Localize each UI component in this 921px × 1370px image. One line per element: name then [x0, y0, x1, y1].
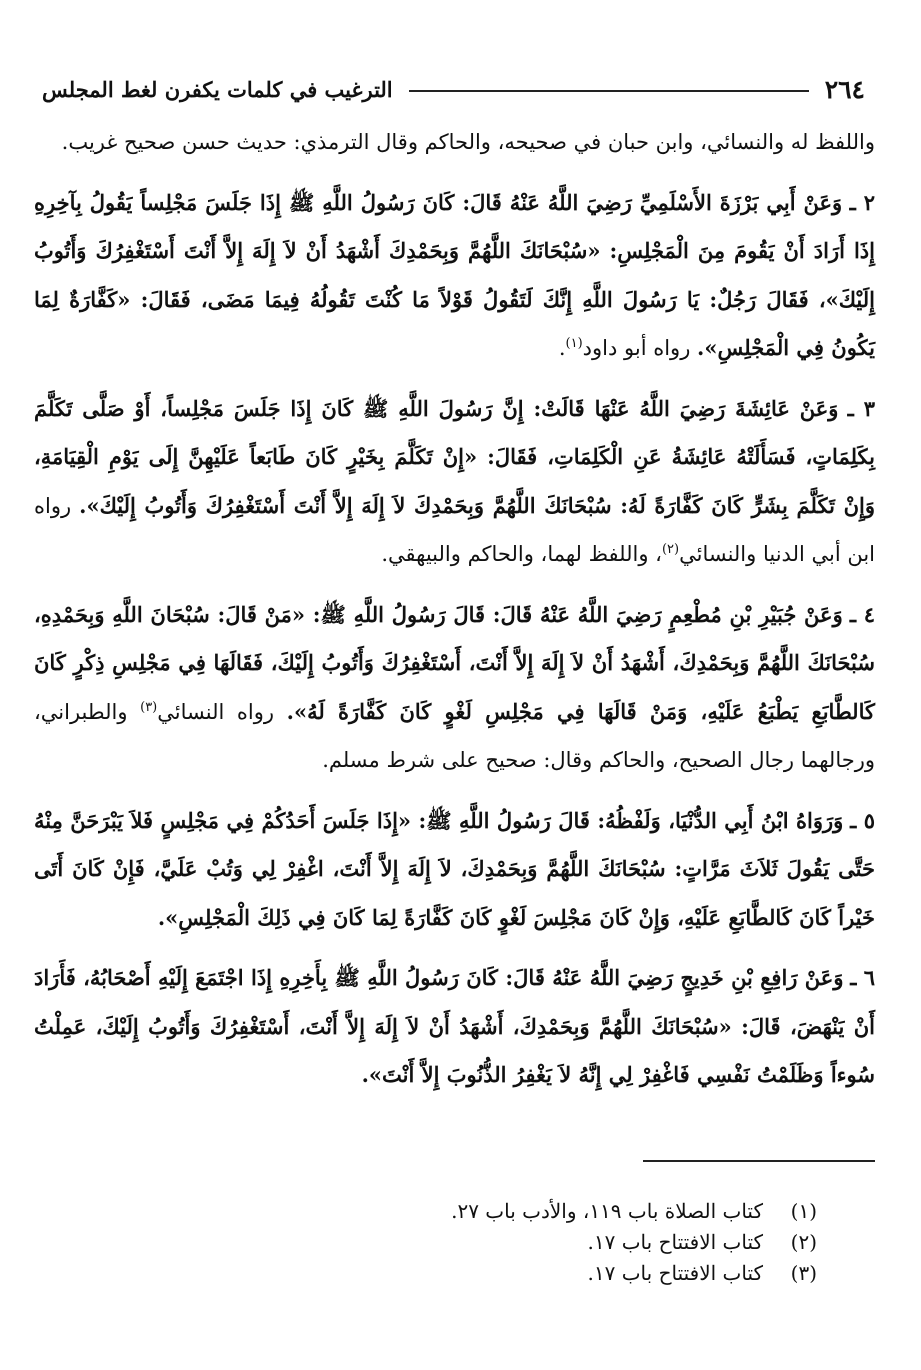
- hadith-6-number: ٦ ـ: [850, 965, 875, 990]
- hadith-3: [34, 385, 875, 579]
- footnote-1: [60, 1196, 817, 1227]
- footnote-text: كتاب الافتتاح باب ١٧.: [587, 1230, 763, 1254]
- hadith-2: [34, 179, 875, 373]
- hadith-3-source: رواه ابن أبي الدنيا والنسائي: [34, 493, 875, 566]
- hadith-4-number: ٤ ـ: [849, 601, 875, 627]
- hadith-6: [34, 954, 875, 1100]
- footnote-2: [60, 1227, 817, 1258]
- hadith-4-text: وَعَنْ جُبَيْرِ بْنِ مُطْعِمٍ رَضِيَ اللَّهُ عَنْهُ قَالَ: قَالَ رَسُولُ اللَّهِ ﷺ: «مَنْ قَالَ: سُبْحَانَ اللَّهِ وَبِحَمْدِهِ، سُبْحَانَكَ اللَّهُمَّ وَبِحَمْدِكَ، أَشْهَدُ أَنْ لاَ إِلَهَ إِلاَّ أَنْتَ، أَسْتَغْفِرُكَ وَأَتُوبُ إِلَيْكَ، فَقَالَهَا فِي مَجْلِسِ ذِكْرٍ كَانَ كَالطَّابَعِ يَطْبَعُ عَلَيْهِ، وَمَنْ قَالَهَا فِي مَجْلِسِ لَغْوٍ كَانَ كَفَّارَةً لَهُ».: [34, 601, 875, 724]
- paragraph-1-text: واللفظ له والنسائي، وابن حبان في صحيحه، والحاكم وقال الترمذي: حديث حسن صحيح غريب.: [61, 130, 875, 154]
- hadith-4-source: رواه النسائي: [157, 699, 275, 724]
- header-title: الترغيب في كلمات يكفرن لغط المجلس: [42, 76, 393, 102]
- hadith-5-text: وَرَوَاهُ ابْنُ أَبِي الدُّنْيَا، وَلَفْظُهُ: قَالَ رَسُولُ اللَّهِ ﷺ: «إِذَا جَلَسَ أَحَدُكُمْ فِي مَجْلِسٍ فَلاَ يَبْرَحَنَّ مِنْهُ حَتَّى يَقُولَ ثَلاَثَ مَرَّاتٍ: سُبْحَانَكَ اللَّهُمَّ وَبِحَمْدِكَ، لاَ إِلَهَ إِلاَّ أَنْتَ، اغْفِرْ لِي وَتُبْ عَلَيَّ، فَإِنْ كَانَ أَتَى خَيْراً كَانَ كَالطَّابَعِ عَلَيْهِ، وَإِنْ كَانَ مَجْلِسَ لَغْوٍ كَانَ كَفَّارَةً لِمَا كَانَ فِي ذَلِكَ الْمَجْلِسِ».: [34, 807, 875, 930]
- hadith-6-text: وَعَنْ رَافِعِ بْنِ خَدِيجٍ رَضِيَ اللَّهُ عَنْهُ قَالَ: كَانَ رَسُولُ اللَّهِ ﷺ بِأَخِرِهِ إِذَا اجْتَمَعَ إِلَيْهِ أَصْحَابُهُ، فَأَرَادَ أَنْ يَنْهَضَ، قَالَ: «سُبْحَانَكَ اللَّهُمَّ وَبِحَمْدِكَ، أَشْهَدُ أَنْ لاَ إِلَهَ إِلاَّ أَنْتَ، أَسْتَغْفِرُكَ وَأَتُوبُ إِلَيْكَ، عَمِلْتُ سُوءاً وَظَلَمْتُ نَفْسِي فَاغْفِرْ لِي إِنَّهُ لاَ يَغْفِرُ الذُّنُوبَ إِلاَّ أَنْتَ».: [34, 965, 875, 1087]
- paragraph-1: [34, 118, 875, 167]
- footnote-number: (١): [790, 1199, 817, 1223]
- main-text: [34, 118, 875, 1100]
- hadith-2-number: ٢ ـ: [849, 189, 875, 215]
- hadith-5: [34, 797, 875, 943]
- header-rule: [409, 90, 809, 92]
- footnote-ref-2[interactable]: (٢): [661, 542, 680, 557]
- footnote-ref-1[interactable]: (١): [565, 336, 583, 351]
- footnote-text: كتاب الصلاة باب ١١٩، والأدب باب ٢٧.: [451, 1199, 763, 1223]
- footnote-ref-3[interactable]: (٣): [140, 699, 158, 715]
- footnote-number: (٣): [790, 1261, 817, 1285]
- hadith-2-source: رواه أبو داود: [582, 336, 691, 360]
- hadith-2-end: .: [558, 336, 566, 360]
- hadith-4: [34, 591, 875, 785]
- hadith-3-text: وَعَنْ عَائِشَةَ رَضِيَ اللَّهُ عَنْهَا قَالَتْ: إِنَّ رَسُولَ اللَّهِ ﷺ كَانَ إِذَا جَلَسَ مَجْلِساً، أَوْ صَلَّى تَكَلَّمَ بِكَلِمَاتٍ، فَسَأَلَتْهُ عَائِشَةُ عَنِ الْكَلِمَاتِ، فَقَالَ: «إِنْ تَكَلَّمَ بِخَيْرٍ كَانَ طَابَعاً عَلَيْهِنَّ إِلَى يَوْمِ الْقِيَامَةِ، وَإِنْ تَكَلَّمَ بِشَرٍّ كَانَ كَفَّارَةً لَهُ: سُبْحَانَكَ اللَّهُمَّ وَبِحَمْدِكَ لاَ إِلَهَ إِلاَّ أَنْتَ أَسْتَغْفِرُكَ وَأَتُوبُ إِلَيْكَ».: [34, 395, 875, 518]
- footnote-3: [60, 1258, 817, 1289]
- footnotes: [60, 1196, 817, 1289]
- page-number: ٢٦٤: [824, 74, 865, 104]
- footnote-text: كتاب الافتتاح باب ١٧.: [587, 1261, 763, 1285]
- hadith-3-source-cont: ، واللفظ لهما، والحاكم والبيهقي.: [381, 542, 662, 566]
- hadith-2-text: وَعَنْ أَبِي بَرْزَةَ الأَسْلَمِيِّ رَضِيَ اللَّهُ عَنْهُ قَالَ: كَانَ رَسُولُ اللَّهِ ﷺ إِذَا جَلَسَ مَجْلِساً يَقُولُ بِآخِرِهِ إِذَا أَرَادَ أَنْ يَقُومَ مِنَ الْمَجْلِسِ: «سُبْحَانَكَ اللَّهُمَّ وَبِحَمْدِكَ أَشْهَدُ أَنْ لاَ إِلَهَ إِلاَّ أَنْتَ أَسْتَغْفِرُكَ وَأَتُوبُ إِلَيْكَ»، فَقَالَ رَجُلٌ: يَا رَسُولَ اللَّهِ إِنَّكَ لَتَقُولُ قَوْلاً مَا كُنْتَ تَقُولُهُ فِيمَا مَضَى، فَقَالَ: «كَفَّارَةٌ لِمَا يَكُونُ فِي الْمَجْلِسِ».: [34, 189, 875, 360]
- running-header: [42, 72, 865, 106]
- hadith-3-number: ٣ ـ: [847, 395, 875, 421]
- hadith-5-number: ٥ ـ: [850, 807, 875, 833]
- footnote-number: (٢): [790, 1230, 817, 1254]
- hadith-4-source-cont: والطبراني، ورجالهما رجال الصحيح، والحاكم وقال: صحيح على شرط مسلم.: [34, 699, 875, 772]
- footnote-separator: [643, 1160, 875, 1162]
